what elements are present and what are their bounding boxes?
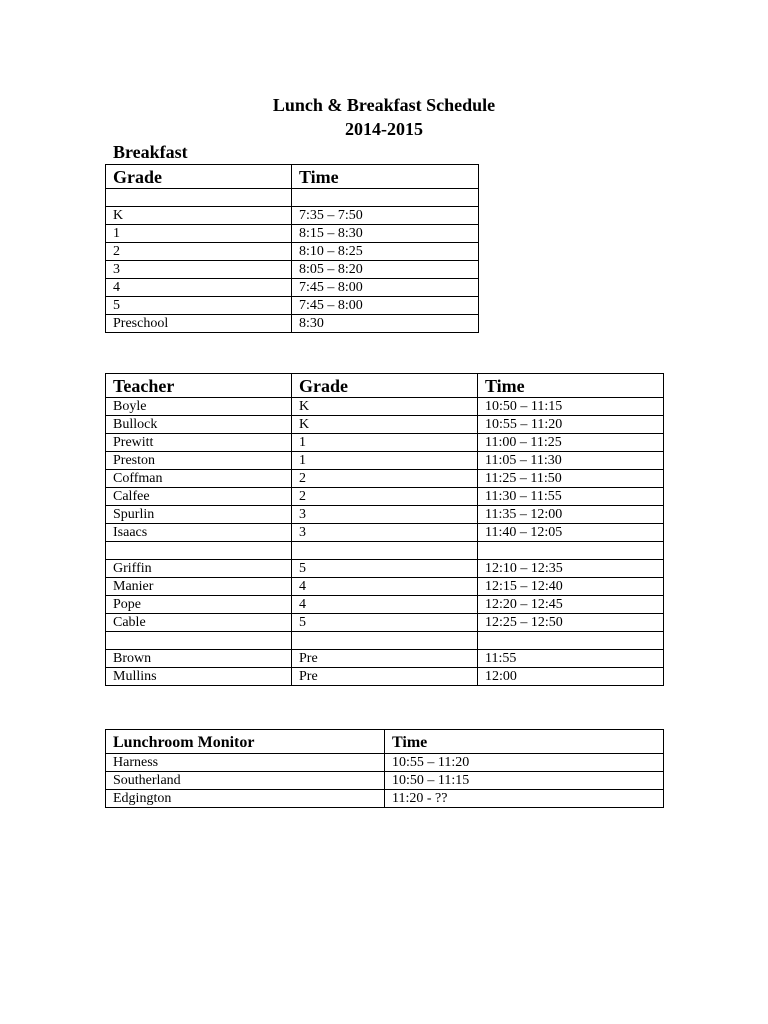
table-cell: Preston bbox=[106, 452, 292, 470]
column-header-grade: Grade bbox=[106, 165, 292, 189]
table-cell: 10:55 – 11:20 bbox=[385, 754, 664, 772]
table-cell: 8:15 – 8:30 bbox=[292, 225, 479, 243]
table-row bbox=[106, 772, 664, 790]
table-cell: Bullock bbox=[106, 416, 292, 434]
table-row bbox=[106, 261, 479, 279]
table-cell: 7:35 – 7:50 bbox=[292, 207, 479, 225]
table-cell: 12:25 – 12:50 bbox=[478, 614, 664, 632]
lunchroom-monitor-table bbox=[105, 729, 664, 808]
table-cell: 5 bbox=[292, 560, 478, 578]
table-row bbox=[106, 189, 479, 207]
table-cell: 1 bbox=[106, 225, 292, 243]
lunch-table bbox=[105, 373, 664, 686]
table-row bbox=[106, 279, 479, 297]
table-cell: Pre bbox=[292, 650, 478, 668]
table-cell: 10:50 – 11:15 bbox=[478, 398, 664, 416]
table-header-row bbox=[106, 730, 664, 754]
table-row bbox=[106, 488, 664, 506]
table-cell: 3 bbox=[106, 261, 292, 279]
table-row bbox=[106, 632, 664, 650]
document-title: Lunch & Breakfast Schedule bbox=[272, 95, 496, 115]
table-row bbox=[106, 790, 664, 808]
monitor-rows bbox=[106, 754, 664, 808]
table-cell: Coffman bbox=[106, 470, 292, 488]
table-row bbox=[106, 506, 664, 524]
table-cell: Harness bbox=[106, 754, 385, 772]
table-row bbox=[106, 207, 479, 225]
table-cell: 11:25 – 11:50 bbox=[478, 470, 664, 488]
lunch-rows bbox=[106, 398, 664, 686]
table-cell: 2 bbox=[292, 470, 478, 488]
table-cell: 11:05 – 11:30 bbox=[478, 452, 664, 470]
column-header-lunchroom-monitor: Lunchroom Monitor bbox=[106, 730, 385, 754]
table-row bbox=[106, 560, 664, 578]
breakfast-table bbox=[105, 164, 479, 333]
table-cell bbox=[478, 542, 664, 560]
table-cell: 3 bbox=[292, 524, 478, 542]
table-row bbox=[106, 398, 664, 416]
table-row bbox=[106, 434, 664, 452]
table-cell: 11:00 – 11:25 bbox=[478, 434, 664, 452]
table-row bbox=[106, 243, 479, 261]
table-cell: Preschool bbox=[106, 315, 292, 333]
table-cell: 7:45 – 8:00 bbox=[292, 297, 479, 315]
table-cell bbox=[106, 632, 292, 650]
table-cell: 1 bbox=[292, 452, 478, 470]
table-row bbox=[106, 470, 664, 488]
table-row bbox=[106, 614, 664, 632]
school-year: 2014-2015 bbox=[345, 119, 423, 139]
table-cell: 8:10 – 8:25 bbox=[292, 243, 479, 261]
table-cell: 11:55 bbox=[478, 650, 664, 668]
table-cell: Pope bbox=[106, 596, 292, 614]
table-cell: Calfee bbox=[106, 488, 292, 506]
table-cell: Griffin bbox=[106, 560, 292, 578]
table-cell: Cable bbox=[106, 614, 292, 632]
table-cell: K bbox=[292, 416, 478, 434]
column-header-grade: Grade bbox=[292, 374, 478, 398]
table-row bbox=[106, 650, 664, 668]
column-header-time: Time bbox=[292, 165, 479, 189]
table-cell: K bbox=[292, 398, 478, 416]
table-header-row bbox=[106, 165, 479, 189]
table-cell: 12:10 – 12:35 bbox=[478, 560, 664, 578]
table-cell: Mullins bbox=[106, 668, 292, 686]
table-cell bbox=[292, 189, 479, 207]
table-cell: 10:50 – 11:15 bbox=[385, 772, 664, 790]
column-header-teacher: Teacher bbox=[106, 374, 292, 398]
breakfast-heading: Breakfast bbox=[113, 142, 188, 162]
table-cell: 7:45 – 8:00 bbox=[292, 279, 479, 297]
table-cell: 4 bbox=[292, 578, 478, 596]
table-row bbox=[106, 225, 479, 243]
table-cell: Spurlin bbox=[106, 506, 292, 524]
table-cell: Brown bbox=[106, 650, 292, 668]
table-cell: 12:15 – 12:40 bbox=[478, 578, 664, 596]
table-row bbox=[106, 297, 479, 315]
table-cell bbox=[106, 189, 292, 207]
column-header-time: Time bbox=[385, 730, 664, 754]
table-cell: Manier bbox=[106, 578, 292, 596]
table-cell: 12:20 – 12:45 bbox=[478, 596, 664, 614]
table-cell: Pre bbox=[292, 668, 478, 686]
table-cell: Edgington bbox=[106, 790, 385, 808]
table-cell: 8:05 – 8:20 bbox=[292, 261, 479, 279]
table-cell: 10:55 – 11:20 bbox=[478, 416, 664, 434]
table-row bbox=[106, 754, 664, 772]
table-row bbox=[106, 578, 664, 596]
table-row bbox=[106, 416, 664, 434]
column-header-time: Time bbox=[478, 374, 664, 398]
table-cell: Southerland bbox=[106, 772, 385, 790]
table-cell: Prewitt bbox=[106, 434, 292, 452]
table-row bbox=[106, 452, 664, 470]
breakfast-rows bbox=[106, 189, 479, 333]
table-cell: 2 bbox=[106, 243, 292, 261]
table-row bbox=[106, 668, 664, 686]
table-cell: K bbox=[106, 207, 292, 225]
table-cell: 5 bbox=[106, 297, 292, 315]
table-cell: 8:30 bbox=[292, 315, 479, 333]
table-cell bbox=[478, 632, 664, 650]
table-cell: 4 bbox=[292, 596, 478, 614]
table-row bbox=[106, 315, 479, 333]
table-cell bbox=[292, 542, 478, 560]
table-cell: 12:00 bbox=[478, 668, 664, 686]
table-cell: Isaacs bbox=[106, 524, 292, 542]
table-cell: 11:35 – 12:00 bbox=[478, 506, 664, 524]
table-header-row bbox=[106, 374, 664, 398]
table-cell bbox=[106, 542, 292, 560]
table-row bbox=[106, 596, 664, 614]
table-cell: 4 bbox=[106, 279, 292, 297]
table-row bbox=[106, 542, 664, 560]
table-cell: Boyle bbox=[106, 398, 292, 416]
table-cell: 2 bbox=[292, 488, 478, 506]
table-cell: 11:20 - ?? bbox=[385, 790, 664, 808]
table-row bbox=[106, 524, 664, 542]
table-cell bbox=[292, 632, 478, 650]
table-cell: 11:40 – 12:05 bbox=[478, 524, 664, 542]
table-cell: 11:30 – 11:55 bbox=[478, 488, 664, 506]
table-cell: 3 bbox=[292, 506, 478, 524]
table-cell: 1 bbox=[292, 434, 478, 452]
table-cell: 5 bbox=[292, 614, 478, 632]
